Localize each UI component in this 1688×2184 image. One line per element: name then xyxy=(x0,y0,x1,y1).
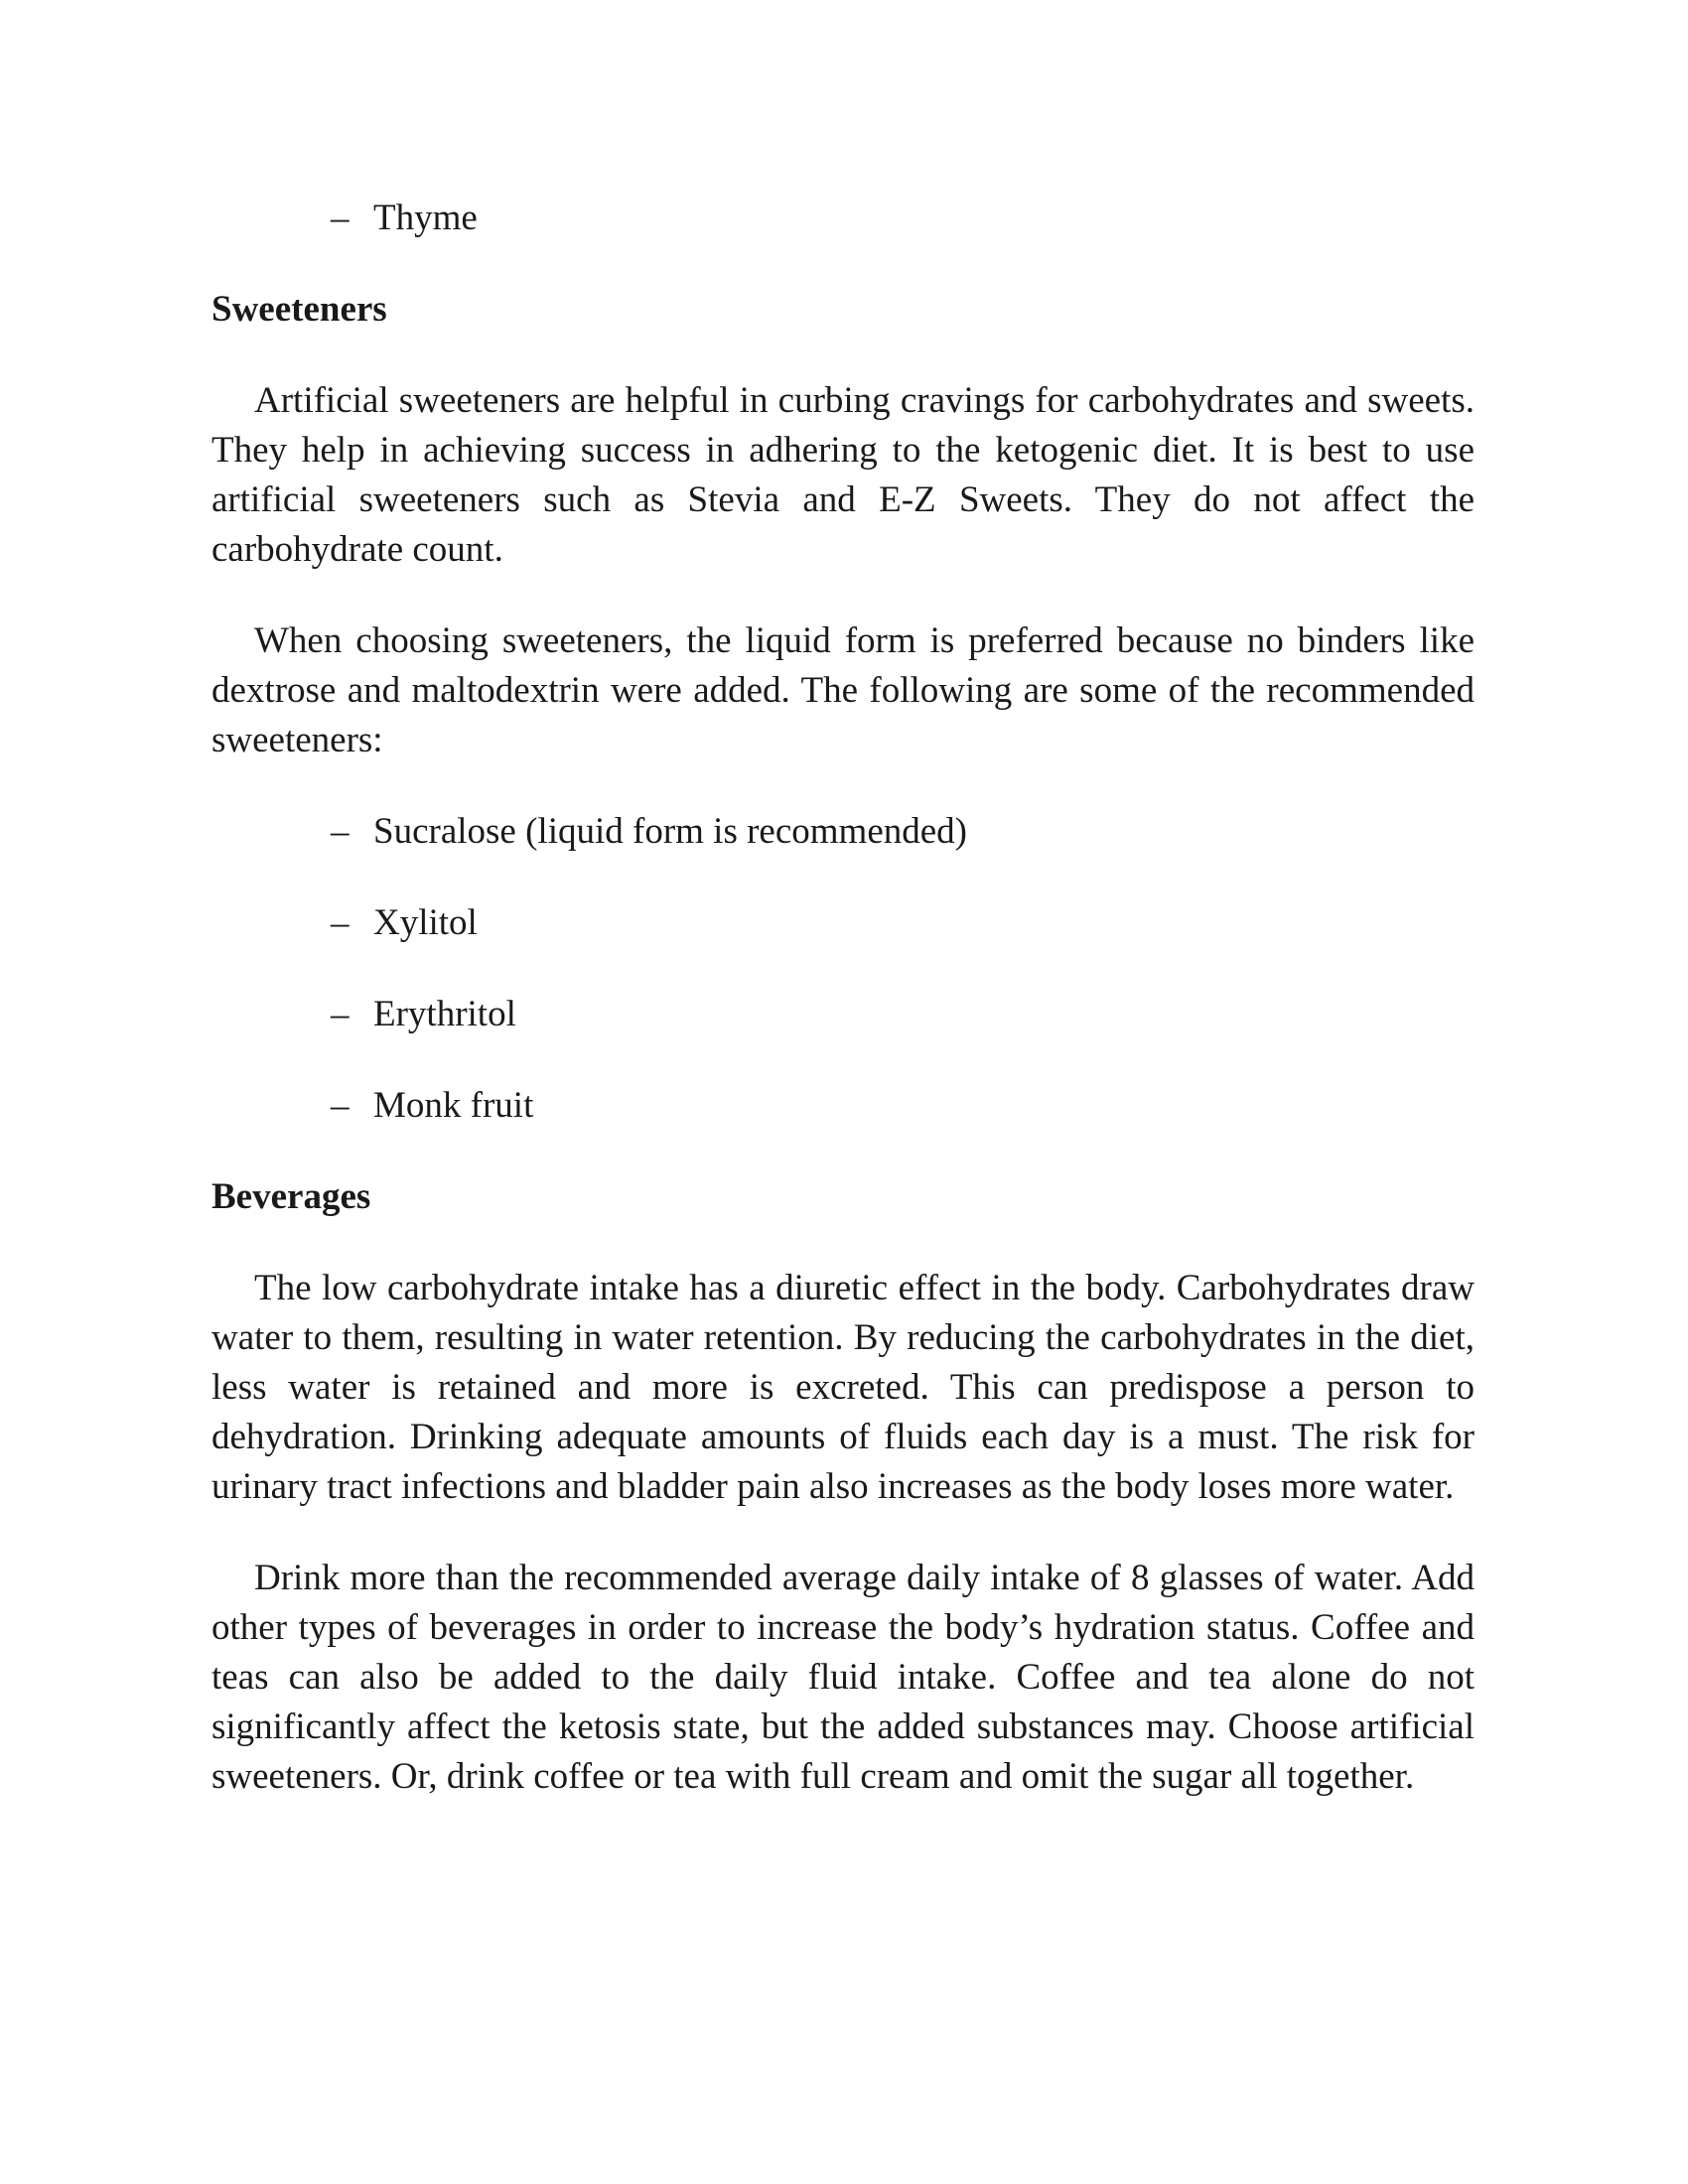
list-item-xylitol xyxy=(211,898,1475,948)
document-page xyxy=(211,194,1475,1843)
paragraph-beverages-diuretic: The low carbohydrate intake has a diuretic effect in the body. Carbohydrates draw water to them, resulting in water retention. By reducing the carbohydrates in the diet, less water is retained and more is excreted. This can predispose a person to dehydration. Drinking adequate amounts of fluids each day is a must. The risk for urinary tract infections and bladder pain also increases as the body loses more water. xyxy=(211,1268,1475,1507)
list-item-text: Xylitol xyxy=(373,902,478,943)
section-heading-sweeteners: Sweeteners xyxy=(211,289,387,330)
section-heading-beverages: Beverages xyxy=(211,1176,371,1217)
list-dash: – xyxy=(331,1085,350,1126)
list-item-monk-fruit xyxy=(211,1081,1475,1131)
paragraph-sweeteners-liquid: When choosing sweeteners, the liquid form is preferred because no binders like dextrose and maltodextrin were added. The following are some of the recommended sweeteners: xyxy=(211,620,1475,760)
list-dash: – xyxy=(331,198,350,238)
list-item-text: Thyme xyxy=(373,198,478,238)
list-dash: – xyxy=(331,902,350,943)
list-item-erythritol xyxy=(211,990,1475,1039)
list-item-text: Sucralose (liquid form is recommended) xyxy=(373,811,967,852)
paragraph-beverages-intake: Drink more than the recommended average daily intake of 8 glasses of water. Add other types of beverages in order to increase the body’s hydration status. Coffee and teas can also be added to the daily fluid intake. Coffee and tea alone do not significantly affect the ketosis state, but the added substances may. Choose artificial sweeteners. Or, drink coffee or tea with full cream and omit the sugar all together. xyxy=(211,1558,1475,1797)
list-item-text: Erythritol xyxy=(373,994,516,1034)
list-dash: – xyxy=(331,811,350,852)
list-dash: – xyxy=(331,994,350,1034)
list-item-thyme xyxy=(211,194,1475,243)
paragraph-sweeteners-intro: Artificial sweeteners are helpful in curbing cravings for carbohydrates and sweets. They help in achieving success in adhering to the ketogenic diet. It is best to use artificial sweeteners such as Stevia and E-Z Sweets. They do not affect the carbohydrate count. xyxy=(211,380,1475,570)
list-item-text: Monk fruit xyxy=(373,1085,534,1126)
list-item-sucralose xyxy=(211,807,1475,857)
